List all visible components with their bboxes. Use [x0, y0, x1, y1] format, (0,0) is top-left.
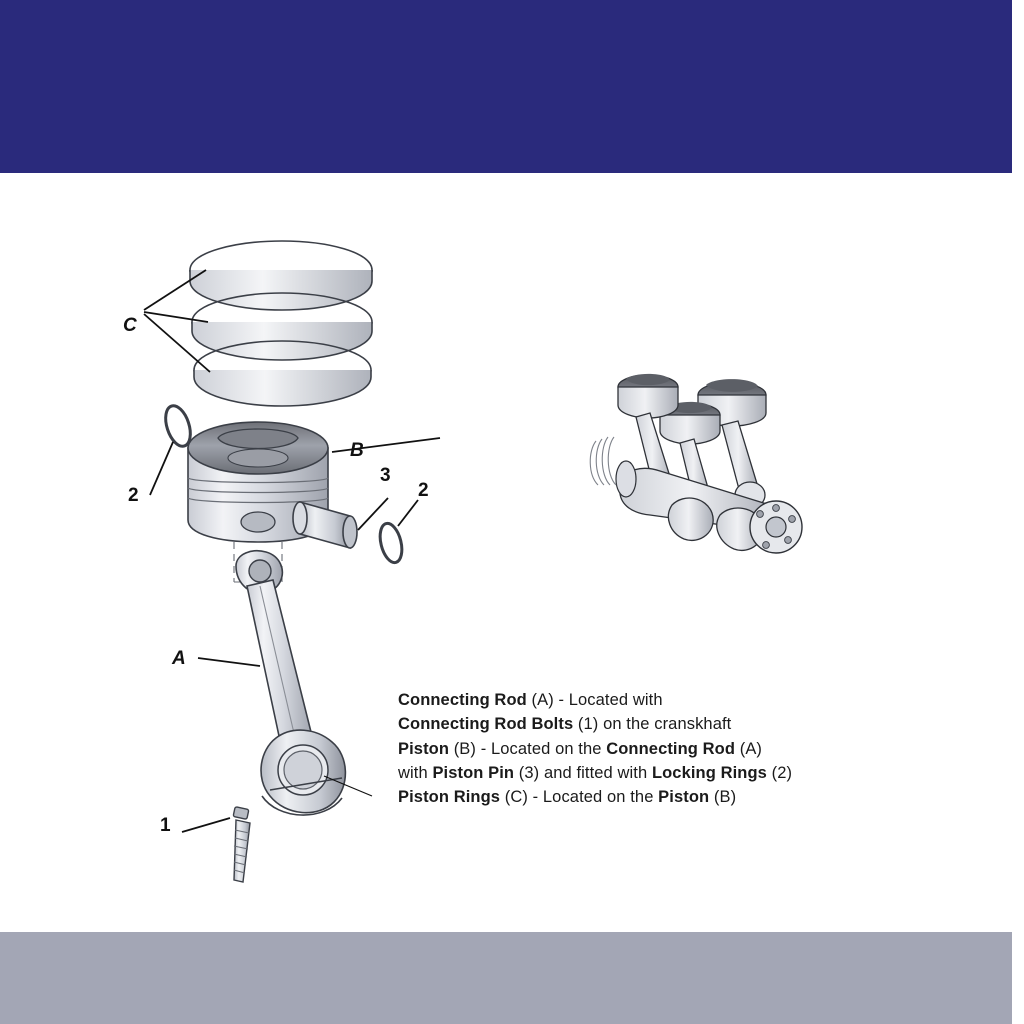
caption-line-3: [398, 737, 918, 761]
caption-line4-pre: with: [398, 763, 433, 782]
caption-line3-bold-a: Piston: [398, 739, 450, 758]
callout-c: C: [123, 315, 137, 336]
caption-line3-bold-b: Connecting Rod: [606, 739, 736, 758]
caption-line4-bold-a: Piston Pin: [432, 763, 515, 782]
caption-line4-rest: (2): [766, 763, 793, 782]
callout-b: B: [350, 440, 364, 461]
caption-line5-bold-b: Piston: [658, 788, 710, 807]
crankshaft-assembly-illustration: [580, 355, 820, 585]
caption-line2-bold: Connecting Rod Bolts: [398, 715, 574, 734]
callout-2-left: 2: [128, 485, 139, 506]
caption-line3-mid: (B) - Located on the: [449, 739, 607, 758]
caption-line2-rest: (1) on the cranskhaft: [573, 715, 732, 734]
callout-2-right: 2: [418, 480, 429, 501]
piston-ring-1: [190, 241, 372, 310]
caption-line-2: [398, 712, 918, 736]
caption-line5-bold-a: Piston Rings: [398, 788, 501, 807]
assembly-piston-front: [618, 374, 678, 418]
parts-caption: [398, 688, 918, 809]
caption-line-1: [398, 688, 918, 712]
connecting-rod: [198, 551, 372, 815]
callout-1: 1: [160, 815, 171, 836]
connecting-rod-bolt: [182, 807, 250, 882]
caption-line1-rest: (A) - Located with: [526, 691, 663, 709]
locking-ring-right: [376, 500, 418, 565]
caption-line5-mid: (C) - Located on the: [500, 788, 659, 807]
piston-rings-group: [144, 241, 372, 406]
caption-line5-rest: (B): [709, 788, 737, 807]
caption-line3-rest: (A): [735, 739, 763, 758]
caption-line4-bold-b: Locking Rings: [651, 763, 767, 782]
caption-line-4: [398, 761, 918, 785]
header-band: [0, 0, 1012, 173]
piston-pin: [293, 498, 388, 548]
callout-a: A: [172, 648, 186, 669]
caption-line1-bold: Connecting Rod: [398, 691, 527, 709]
caption-line-5: [398, 785, 918, 809]
right-gutter: [1012, 0, 1024, 1024]
assembly-reluctor-ring: [590, 437, 616, 485]
callout-3: 3: [380, 465, 391, 486]
footer-band: [0, 932, 1012, 1024]
caption-line4-mid: (3) and fitted with: [514, 763, 652, 782]
